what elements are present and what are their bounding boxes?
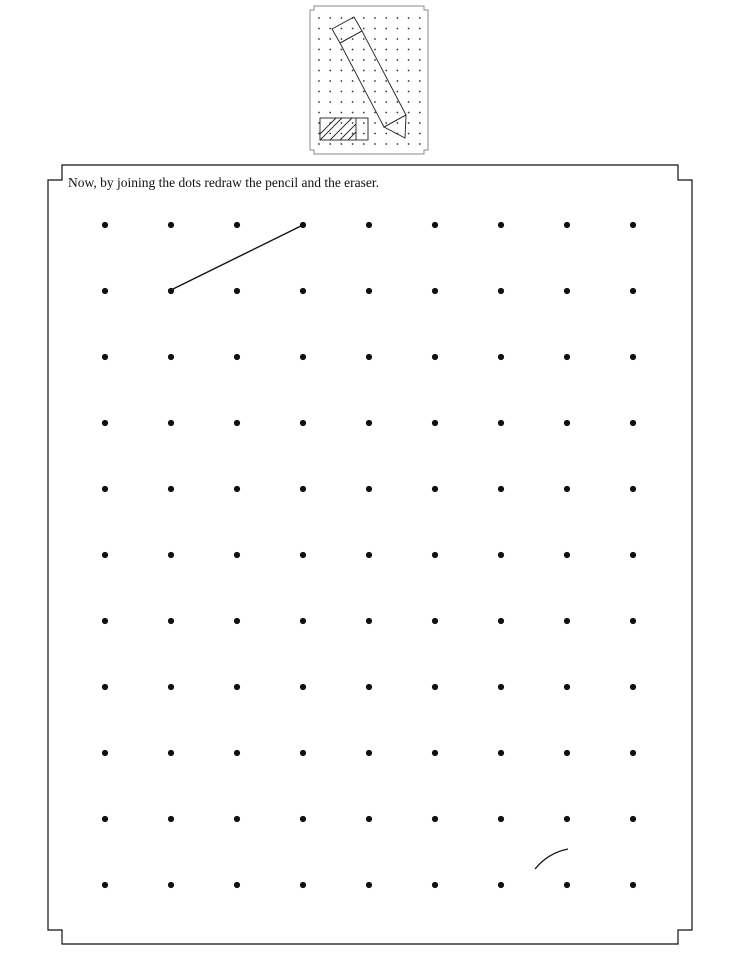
- eraser-icon: [320, 118, 368, 140]
- reference-dot: [341, 112, 343, 114]
- reference-dot: [363, 112, 365, 114]
- grid-dot[interactable]: [234, 420, 240, 426]
- reference-dot: [352, 59, 354, 61]
- reference-dot: [385, 143, 387, 145]
- grid-dot[interactable]: [300, 288, 306, 294]
- reference-dot: [352, 133, 354, 135]
- reference-dot: [419, 17, 421, 19]
- reference-dot: [341, 28, 343, 30]
- grid-dot[interactable]: [234, 222, 240, 228]
- reference-dot: [374, 59, 376, 61]
- instruction-text: Now, by joining the dots redraw the pencil and the eraser.: [68, 175, 380, 190]
- grid-dot[interactable]: [432, 816, 438, 822]
- reference-dot: [363, 38, 365, 40]
- reference-dot: [397, 38, 399, 40]
- grid-dot[interactable]: [498, 222, 504, 228]
- grid-dot[interactable]: [630, 618, 636, 624]
- reference-dot: [341, 49, 343, 51]
- reference-dot: [419, 80, 421, 82]
- grid-dot[interactable]: [366, 816, 372, 822]
- grid-dot[interactable]: [102, 618, 108, 624]
- reference-dot: [408, 101, 410, 103]
- reference-dot: [341, 70, 343, 72]
- reference-dot: [397, 70, 399, 72]
- reference-dot: [408, 49, 410, 51]
- reference-dot: [397, 101, 399, 103]
- pencil-icon: [332, 17, 406, 138]
- reference-dot: [363, 101, 365, 103]
- reference-dot: [385, 70, 387, 72]
- reference-dot: [419, 133, 421, 135]
- grid-dot[interactable]: [564, 816, 570, 822]
- dot-grid: [102, 222, 636, 888]
- grid-dot[interactable]: [102, 882, 108, 888]
- reference-dot: [318, 80, 320, 82]
- grid-dot[interactable]: [564, 882, 570, 888]
- reference-dot: [318, 143, 320, 145]
- grid-dot[interactable]: [168, 618, 174, 624]
- reference-dot: [374, 49, 376, 51]
- reference-dot: [352, 70, 354, 72]
- reference-dot: [318, 28, 320, 30]
- grid-dot[interactable]: [630, 222, 636, 228]
- reference-dot: [341, 101, 343, 103]
- reference-dot: [385, 49, 387, 51]
- reference-dot: [352, 101, 354, 103]
- grid-dot[interactable]: [234, 882, 240, 888]
- grid-dot[interactable]: [300, 750, 306, 756]
- grid-dot[interactable]: [168, 354, 174, 360]
- grid-dot[interactable]: [630, 354, 636, 360]
- grid-dot[interactable]: [498, 288, 504, 294]
- reference-dot: [419, 70, 421, 72]
- grid-dot[interactable]: [432, 750, 438, 756]
- grid-dot[interactable]: [498, 816, 504, 822]
- reference-dot: [363, 28, 365, 30]
- grid-dot[interactable]: [102, 222, 108, 228]
- reference-dot: [385, 91, 387, 93]
- reference-dot: [352, 112, 354, 114]
- reference-dot: [374, 143, 376, 145]
- reference-dot: [374, 38, 376, 40]
- grid-dot[interactable]: [300, 882, 306, 888]
- reference-dot: [385, 112, 387, 114]
- reference-dot: [329, 38, 331, 40]
- reference-dot: [363, 70, 365, 72]
- grid-dot[interactable]: [630, 882, 636, 888]
- reference-dot: [318, 101, 320, 103]
- reference-dot: [363, 80, 365, 82]
- reference-dot: [329, 112, 331, 114]
- reference-dot: [385, 122, 387, 124]
- reference-dot: [419, 122, 421, 124]
- grid-dot[interactable]: [300, 552, 306, 558]
- reference-dot: [408, 133, 410, 135]
- reference-dot: [408, 70, 410, 72]
- grid-dot[interactable]: [366, 750, 372, 756]
- grid-dot[interactable]: [102, 816, 108, 822]
- stray-pencil-mark: [535, 849, 568, 869]
- grid-dot[interactable]: [234, 684, 240, 690]
- reference-dot: [374, 101, 376, 103]
- grid-dot[interactable]: [498, 618, 504, 624]
- grid-dot[interactable]: [300, 618, 306, 624]
- reference-dot: [419, 101, 421, 103]
- reference-dot: [318, 49, 320, 51]
- reference-dot: [419, 91, 421, 93]
- grid-dot[interactable]: [168, 882, 174, 888]
- grid-dot[interactable]: [300, 816, 306, 822]
- grid-dot[interactable]: [564, 222, 570, 228]
- reference-dot: [385, 59, 387, 61]
- grid-dot[interactable]: [102, 486, 108, 492]
- started-line: [171, 225, 303, 290]
- reference-dot: [397, 59, 399, 61]
- reference-dot: [397, 17, 399, 19]
- grid-dot[interactable]: [630, 684, 636, 690]
- grid-dot[interactable]: [564, 420, 570, 426]
- reference-dot: [363, 17, 365, 19]
- reference-dot: [374, 80, 376, 82]
- reference-dot: [363, 59, 365, 61]
- reference-dot: [318, 112, 320, 114]
- grid-dot[interactable]: [168, 816, 174, 822]
- grid-dot[interactable]: [498, 684, 504, 690]
- reference-dot: [329, 133, 331, 135]
- grid-dot[interactable]: [630, 420, 636, 426]
- grid-dot[interactable]: [168, 222, 174, 228]
- grid-dot[interactable]: [234, 750, 240, 756]
- reference-dot: [352, 38, 354, 40]
- reference-dot: [374, 122, 376, 124]
- grid-dot[interactable]: [432, 222, 438, 228]
- reference-dot: [329, 59, 331, 61]
- reference-dot: [397, 112, 399, 114]
- grid-dot[interactable]: [300, 684, 306, 690]
- reference-dot: [352, 49, 354, 51]
- grid-dot[interactable]: [498, 750, 504, 756]
- grid-dot[interactable]: [432, 618, 438, 624]
- reference-dot: [374, 17, 376, 19]
- reference-dot: [385, 28, 387, 30]
- grid-dot[interactable]: [102, 354, 108, 360]
- reference-dot: [329, 80, 331, 82]
- grid-dot[interactable]: [366, 288, 372, 294]
- grid-dot[interactable]: [432, 420, 438, 426]
- reference-dot: [397, 143, 399, 145]
- reference-dot: [363, 49, 365, 51]
- reference-dot: [374, 28, 376, 30]
- reference-dot: [374, 133, 376, 135]
- grid-dot[interactable]: [498, 552, 504, 558]
- reference-dot: [419, 112, 421, 114]
- grid-dot[interactable]: [102, 288, 108, 294]
- grid-dot[interactable]: [630, 816, 636, 822]
- reference-dot: [397, 122, 399, 124]
- grid-dot[interactable]: [366, 552, 372, 558]
- reference-dot: [419, 49, 421, 51]
- reference-dot: [341, 91, 343, 93]
- reference-picture: [310, 6, 428, 154]
- reference-dot: [341, 80, 343, 82]
- reference-dot: [341, 122, 343, 124]
- reference-dot: [363, 91, 365, 93]
- reference-dot: [329, 91, 331, 93]
- grid-dot[interactable]: [300, 420, 306, 426]
- reference-dot: [374, 91, 376, 93]
- grid-dot[interactable]: [564, 750, 570, 756]
- grid-dot[interactable]: [102, 552, 108, 558]
- grid-dot[interactable]: [168, 420, 174, 426]
- grid-dot[interactable]: [366, 354, 372, 360]
- grid-dot[interactable]: [630, 288, 636, 294]
- reference-dot: [341, 38, 343, 40]
- grid-dot[interactable]: [168, 750, 174, 756]
- reference-dot: [329, 101, 331, 103]
- grid-dot[interactable]: [234, 552, 240, 558]
- reference-dot: [408, 59, 410, 61]
- reference-dot: [408, 80, 410, 82]
- grid-dot[interactable]: [498, 882, 504, 888]
- grid-dot[interactable]: [564, 354, 570, 360]
- reference-dot: [419, 143, 421, 145]
- reference-dot: [374, 70, 376, 72]
- grid-dot[interactable]: [300, 354, 306, 360]
- grid-dot[interactable]: [432, 486, 438, 492]
- reference-dot: [385, 17, 387, 19]
- grid-dot[interactable]: [630, 750, 636, 756]
- reference-dot: [329, 17, 331, 19]
- grid-dot[interactable]: [168, 552, 174, 558]
- reference-dot: [318, 38, 320, 40]
- grid-dot[interactable]: [432, 882, 438, 888]
- reference-dot: [419, 28, 421, 30]
- grid-dot[interactable]: [432, 552, 438, 558]
- reference-dot: [341, 17, 343, 19]
- grid-dot[interactable]: [432, 288, 438, 294]
- grid-dot[interactable]: [366, 618, 372, 624]
- grid-dot[interactable]: [234, 288, 240, 294]
- reference-dot: [318, 70, 320, 72]
- grid-dot[interactable]: [234, 354, 240, 360]
- reference-dot: [352, 28, 354, 30]
- grid-dot[interactable]: [564, 486, 570, 492]
- reference-dot: [341, 59, 343, 61]
- reference-dot: [385, 133, 387, 135]
- reference-dot: [329, 28, 331, 30]
- reference-dot: [363, 143, 365, 145]
- reference-dot: [341, 143, 343, 145]
- reference-dot: [419, 59, 421, 61]
- grid-dot[interactable]: [234, 816, 240, 822]
- grid-dot[interactable]: [498, 354, 504, 360]
- reference-dot: [408, 17, 410, 19]
- reference-dot: [385, 101, 387, 103]
- reference-dot: [352, 143, 354, 145]
- grid-dot[interactable]: [564, 288, 570, 294]
- grid-dot[interactable]: [234, 618, 240, 624]
- grid-dot[interactable]: [432, 354, 438, 360]
- reference-dot: [385, 80, 387, 82]
- reference-dot: [363, 122, 365, 124]
- grid-dot[interactable]: [630, 552, 636, 558]
- reference-dot: [385, 38, 387, 40]
- grid-dot[interactable]: [168, 684, 174, 690]
- reference-dot: [318, 91, 320, 93]
- grid-dot[interactable]: [366, 486, 372, 492]
- reference-dot: [397, 49, 399, 51]
- reference-dot: [352, 122, 354, 124]
- grid-dot[interactable]: [630, 486, 636, 492]
- grid-dot[interactable]: [498, 420, 504, 426]
- grid-dot[interactable]: [102, 750, 108, 756]
- grid-dot[interactable]: [366, 882, 372, 888]
- reference-dot: [408, 38, 410, 40]
- grid-dot[interactable]: [168, 486, 174, 492]
- reference-dot: [397, 91, 399, 93]
- reference-dot: [341, 133, 343, 135]
- reference-dot: [408, 122, 410, 124]
- grid-dot[interactable]: [564, 618, 570, 624]
- grid-dot[interactable]: [432, 684, 438, 690]
- grid-dot[interactable]: [366, 222, 372, 228]
- grid-dot[interactable]: [498, 486, 504, 492]
- grid-dot[interactable]: [102, 420, 108, 426]
- reference-dot: [408, 112, 410, 114]
- reference-dot: [352, 80, 354, 82]
- grid-dot[interactable]: [300, 486, 306, 492]
- grid-dot[interactable]: [564, 684, 570, 690]
- reference-dot: [397, 80, 399, 82]
- grid-dot[interactable]: [366, 420, 372, 426]
- reference-dot: [408, 28, 410, 30]
- reference-dot: [352, 91, 354, 93]
- reference-dot: [318, 59, 320, 61]
- reference-dot: [363, 133, 365, 135]
- reference-dot: [318, 17, 320, 19]
- grid-dot[interactable]: [102, 684, 108, 690]
- reference-dot: [329, 143, 331, 145]
- grid-dot[interactable]: [564, 552, 570, 558]
- reference-dot: [329, 70, 331, 72]
- reference-dot: [397, 28, 399, 30]
- grid-dot[interactable]: [366, 684, 372, 690]
- grid-dot[interactable]: [234, 486, 240, 492]
- reference-dot: [419, 38, 421, 40]
- reference-dot: [408, 91, 410, 93]
- reference-dot: [408, 143, 410, 145]
- reference-dot: [329, 49, 331, 51]
